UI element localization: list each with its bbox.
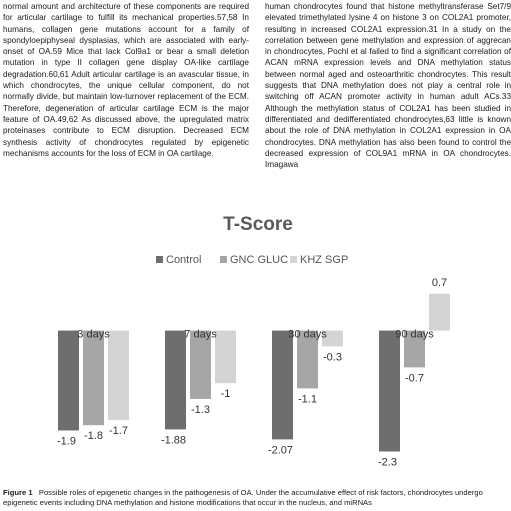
data-label-1-0: -1.8 <box>84 430 103 443</box>
left-paragraph: normal amount and architecture of these components are required for articular cartilage to fulfill its mechanical properties.57,58 In humans, collagen gene mutations account for a family of spondyloepiphyseal dysplasias, which are associated with early-onset of OA.59 Mice that lack Col9a1 or bear a small deletion mutation in type II collagen gene display OA-like cartilage degradation.60,61 Adult articular cartilage is an avascular tissue, in which chondrocytes, the unique cellular component, do not normally divide, but maintain low-turnover replacement of the ECM. Therefore, degeneration of articular cartilage ECM is the major feature of OA.49,62 As discussed above, the upregulated matrix proteinases contribute to ECM disruption. Decreased ECM synthesis activity of chondrocytes regulated by epigenetic mechanisms accounts for the loss of ECM in OA cartilage. <box>3 2 249 158</box>
category-label-1: 7 days <box>184 328 217 341</box>
legend-swatch-1 <box>220 256 227 263</box>
right-paragraph: human chondrocytes found that histone methyltransferase Set7/9 elevated trimethylated lysine 4 on histone 3 on COL2A1 promoter, resulting in increased COL2A1 expression.31 In a study on the correlation between gene methylation and expression of aggrecan in chondrocytes, Pochl et al failed to find a significant correlation of ACAN mRNA expression levels and DNA methylation status between normal aged and osteoarthritic chondrocytes. This result suggests that DNA methylation does not play a central role in switching off ACAN promoter activity in human adult ACs.33 Although the methylation status of COL2A1 has been studied in differentiated and dedifferentiated chondrocytes,63 little is known about the role of DNA methylation in COL2A1 expression in OA chondrocytes. DNA methylation has also been found to control the decreased expression of COL9A1 mRNA in OA chondrocytes. Imagawa <box>265 2 511 170</box>
bar-2-1 <box>215 331 236 384</box>
data-label-1-2: -1.1 <box>298 393 317 406</box>
data-label-1-3: -0.7 <box>405 372 424 385</box>
chart-svg <box>48 200 468 470</box>
category-label-2: 30 days <box>288 328 327 341</box>
chart-legend <box>156 254 348 266</box>
chart-title: T-Score <box>223 214 293 235</box>
data-label-0-2: -2.07 <box>267 444 294 457</box>
tscore-chart <box>48 200 468 470</box>
legend-swatch-0 <box>156 256 163 263</box>
right-text-column <box>265 1 511 170</box>
bar-0-0 <box>58 331 79 431</box>
bar-2-0 <box>108 331 129 420</box>
data-label-1-1: -1.3 <box>191 403 210 416</box>
data-label-2-3: 0.7 <box>431 276 448 289</box>
figure-caption <box>3 488 508 509</box>
category-label-0: 3 days <box>77 328 110 341</box>
bar-2-3 <box>429 294 450 331</box>
data-label-2-1: -1 <box>220 388 231 401</box>
figure-label: Figure 1 <box>3 488 33 497</box>
bar-0-1 <box>165 331 186 430</box>
legend-label-0: Control <box>166 254 202 266</box>
bar-1-1 <box>190 331 211 399</box>
left-text-column <box>3 1 249 159</box>
figure-caption-text: Possible roles of epigenetic changes in the pathogenesis of OA. Under the accumulative effect of risk factors, chondrocytes undergo epigenetic events including DNA methylation and histone modifications that occur in the nucleus, and miRNAs <box>3 488 483 508</box>
legend-swatch-2 <box>290 256 297 263</box>
category-label-3: 90 days <box>395 328 434 341</box>
chart-bars <box>57 277 450 469</box>
bar-1-0 <box>83 331 104 426</box>
data-label-0-1: -1.88 <box>160 434 187 447</box>
legend-label-2: KHZ SGP <box>300 254 349 266</box>
data-label-0-0: -1.9 <box>57 435 76 448</box>
data-label-2-0: -1.7 <box>109 424 128 437</box>
bar-0-2 <box>272 331 293 440</box>
data-label-2-2: -0.3 <box>323 351 342 364</box>
legend-label-1: GNC GLUC <box>230 254 289 266</box>
bar-0-3 <box>379 331 400 452</box>
data-label-0-3: -2.3 <box>378 456 397 469</box>
